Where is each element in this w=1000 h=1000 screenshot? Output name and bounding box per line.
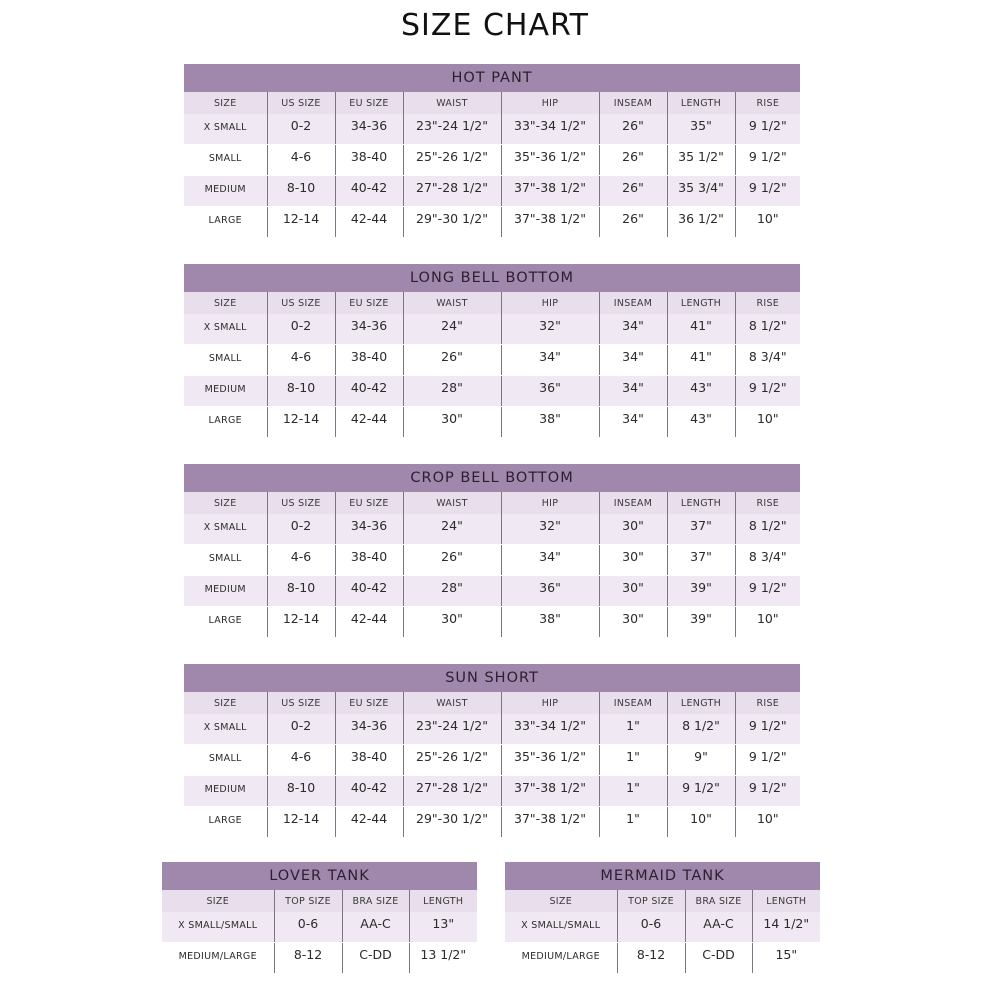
column-header: SIZE [184,92,267,114]
table-row [184,114,800,145]
column-header: US SIZE [267,492,335,514]
table-cell: 34" [622,411,644,426]
table-cell: 34-36 [350,518,388,533]
table-cell: 4-6 [290,549,312,564]
table-cell: SMALL [208,153,242,164]
table-row [184,407,800,438]
header-row [184,92,800,114]
table-cell: 42-44 [350,211,388,226]
table-cell: 26" [622,180,644,195]
table-cell: X SMALL [203,322,247,333]
page-title: SIZE CHART [401,8,589,43]
table-title: MERMAID TANK [505,862,820,890]
table-cell: 37" [690,549,712,564]
table-cell: 4-6 [290,149,312,164]
table-cell: 33"-34 1/2" [514,718,586,733]
table-cell: 37"-38 1/2" [514,211,586,226]
table-cell: 1" [626,718,640,733]
column-header: SIZE [184,492,267,514]
table-cell: 28" [441,380,463,395]
table-cell: 33"-34 1/2" [514,118,586,133]
table-row [184,576,800,607]
table-cell: 0-6 [640,916,662,931]
table-row [162,912,477,943]
table-row [184,714,800,745]
table-cell: 32" [539,318,561,333]
column-header: US SIZE [267,692,335,714]
table-cell: 4-6 [290,749,312,764]
table-row [162,943,477,974]
table-title: LONG BELL BOTTOM [184,264,800,292]
table-cell: 40-42 [350,580,388,595]
table-cell: 34" [622,380,644,395]
table-cell: 23"-24 1/2" [416,718,488,733]
table-cell: 13 1/2" [420,947,467,962]
column-header: SIZE [184,692,267,714]
column-header: INSEAM [599,492,667,514]
table-cell: MEDIUM [204,384,246,395]
table-cell: 29"-30 1/2" [416,811,488,826]
table-cell: 38" [539,611,561,626]
table-title: LOVER TANK [162,862,477,890]
table-cell: X SMALL [203,522,247,533]
table-cell: 37"-38 1/2" [514,811,586,826]
table-cell: 26" [441,549,463,564]
table-cell: 1" [626,780,640,795]
column-header: TOP SIZE [274,890,342,912]
table-cell: 13" [432,916,455,931]
header-row [184,492,800,514]
table-cell: 32" [539,518,561,533]
column-header: WAIST [403,92,501,114]
column-header: EU SIZE [335,92,403,114]
table-cell: 29"-30 1/2" [416,211,488,226]
table-cell: 9 1/2" [682,780,720,795]
table-cell: C-DD [702,947,735,962]
table-cell: AA-C [360,916,391,931]
table-cell: 9 1/2" [748,749,787,764]
table-row [184,607,800,638]
table-cell: 8-10 [286,180,316,195]
header-row [184,292,800,314]
table-cell: MEDIUM/LARGE [178,951,257,962]
table-cell: 26" [622,118,644,133]
table-cell: 12-14 [282,611,320,626]
table-row [184,376,800,407]
column-header: EU SIZE [335,492,403,514]
table-row [184,207,800,238]
column-header: US SIZE [267,92,335,114]
table-cell: 43" [690,411,712,426]
table-row [184,545,800,576]
table-row [505,912,820,943]
column-header: RISE [735,492,800,514]
table-cell: 12-14 [282,211,320,226]
table-cell: 10" [756,411,779,426]
table-cell: 30" [622,580,644,595]
table-cell: 0-2 [290,318,312,333]
table-cell: 34" [622,349,644,364]
table-cell: 9 1/2" [748,718,787,733]
table-cell: 38-40 [350,349,388,364]
table-cell: 10" [690,811,712,826]
table-cell: 0-2 [290,718,312,733]
sun-short-table [184,664,800,838]
table-cell: SMALL [208,353,242,364]
table-cell: 36" [539,580,561,595]
table-cell: 27"-28 1/2" [416,180,488,195]
column-header: RISE [735,292,800,314]
table-cell: 9 1/2" [748,118,787,133]
table-cell: 40-42 [350,380,388,395]
column-header: LENGTH [667,292,735,314]
table-cell: 38-40 [350,549,388,564]
column-header: HIP [501,292,599,314]
table-cell: 0-2 [290,118,312,133]
table-cell: 9 1/2" [748,180,787,195]
table-cell: 8-10 [286,780,316,795]
table-cell: 12-14 [282,811,320,826]
table-cell: 1" [626,749,640,764]
table-title: SUN SHORT [184,664,800,692]
table-cell: 8 3/4" [748,549,787,564]
table-cell: 10" [756,211,779,226]
table-cell: 14 1/2" [763,916,810,931]
table-cell: 34" [539,549,561,564]
table-row [184,745,800,776]
column-header: HIP [501,492,599,514]
table-cell: 39" [690,611,712,626]
table-cell: 40-42 [350,180,388,195]
table-cell: 0-6 [297,916,319,931]
table-title: CROP BELL BOTTOM [184,464,800,492]
table-cell: 26" [622,149,644,164]
table-cell: LARGE [208,415,242,426]
table-cell: 34" [622,318,644,333]
table-cell: 23"-24 1/2" [416,118,488,133]
table-cell: 8 3/4" [748,349,787,364]
table-cell: 36" [539,380,561,395]
table-cell: SMALL [208,553,242,564]
table-row [505,943,820,974]
crop-bell-bottom-table [184,464,800,638]
column-header: LENGTH [752,890,820,912]
table-cell: 42-44 [350,411,388,426]
column-header: WAIST [403,492,501,514]
column-header: BRA SIZE [342,890,409,912]
table-cell: LARGE [208,615,242,626]
table-cell: 10" [756,811,779,826]
table-cell: 28" [441,580,463,595]
table-row [184,514,800,545]
header-row [162,890,477,912]
column-header: LENGTH [409,890,477,912]
table-cell: SMALL [208,753,242,764]
table-row [184,145,800,176]
table-cell: 24" [441,318,463,333]
mermaid-tank-table [505,862,820,974]
table-cell: LARGE [208,815,242,826]
table-cell: 0-2 [290,518,312,533]
table-cell: 41" [690,318,712,333]
table-cell: 26" [622,211,644,226]
table-cell: 30" [441,411,463,426]
column-header: LENGTH [667,492,735,514]
table-cell: 37"-38 1/2" [514,180,586,195]
header-row [505,890,820,912]
table-row [184,776,800,807]
column-header: LENGTH [667,692,735,714]
column-header: WAIST [403,292,501,314]
column-header: INSEAM [599,292,667,314]
column-header: HIP [501,692,599,714]
table-cell: 35 1/2" [678,149,724,164]
table-cell: 9 1/2" [748,149,787,164]
table-cell: 8 1/2" [682,718,720,733]
table-cell: 9 1/2" [748,380,787,395]
table-cell: 34-36 [350,118,388,133]
table-cell: 26" [441,349,463,364]
table-cell: 38-40 [350,749,388,764]
table-cell: 12-14 [282,411,320,426]
table-cell: C-DD [359,947,392,962]
table-cell: 39" [690,580,712,595]
table-cell: 35" [690,118,712,133]
table-cell: 9 1/2" [748,780,787,795]
table-cell: X SMALL/SMALL [178,920,258,931]
table-cell: 8-10 [286,380,316,395]
table-cell: 1" [626,811,640,826]
table-cell: 37"-38 1/2" [514,780,586,795]
table-cell: 30" [622,611,644,626]
table-cell: 35 3/4" [678,180,724,195]
table-cell: X SMALL [203,122,247,133]
table-cell: MEDIUM/LARGE [521,951,600,962]
column-header: BRA SIZE [685,890,752,912]
table-cell: 42-44 [350,611,388,626]
table-cell: X SMALL/SMALL [521,920,601,931]
table-cell: 42-44 [350,811,388,826]
table-cell: 34" [539,349,561,364]
lover-tank-table [162,862,477,974]
table-cell: 10" [756,611,779,626]
table-cell: 30" [622,549,644,564]
column-header: LENGTH [667,92,735,114]
column-header: SIZE [162,890,274,912]
table-row [184,314,800,345]
table-cell: 25"-26 1/2" [416,149,488,164]
table-row [184,345,800,376]
hot-pant-table [184,64,800,238]
table-cell: 25"-26 1/2" [416,749,488,764]
table-cell: MEDIUM [204,784,246,795]
table-cell: 37" [690,518,712,533]
table-cell: AA-C [703,916,734,931]
table-cell: 38-40 [350,149,388,164]
table-cell: 40-42 [350,780,388,795]
column-header: RISE [735,92,800,114]
column-header: WAIST [403,692,501,714]
table-cell: 43" [690,380,712,395]
column-header: RISE [735,692,800,714]
table-cell: LARGE [208,215,242,226]
table-row [184,176,800,207]
table-cell: 24" [441,518,463,533]
table-cell: X SMALL [203,722,247,733]
table-cell: 8 1/2" [748,318,787,333]
column-header: EU SIZE [335,292,403,314]
table-cell: 9 1/2" [748,580,787,595]
table-cell: 41" [690,349,712,364]
table-cell: MEDIUM [204,584,246,595]
table-cell: 35"-36 1/2" [514,749,586,764]
table-cell: 35"-36 1/2" [514,149,586,164]
table-cell: 38" [539,411,561,426]
table-cell: 34-36 [350,318,388,333]
table-cell: 8-12 [293,947,323,962]
table-row [184,807,800,838]
column-header: INSEAM [599,92,667,114]
table-title: HOT PANT [184,64,800,92]
table-cell: 15" [775,947,798,962]
table-cell: 9" [694,749,708,764]
long-bell-bottom-table [184,264,800,438]
table-cell: 8-10 [286,580,316,595]
table-cell: 30" [441,611,463,626]
header-row [184,692,800,714]
table-cell: 34-36 [350,718,388,733]
column-header: SIZE [505,890,617,912]
column-header: HIP [501,92,599,114]
table-cell: MEDIUM [204,184,246,195]
table-cell: 27"-28 1/2" [416,780,488,795]
table-cell: 8-12 [636,947,666,962]
table-cell: 36 1/2" [678,211,724,226]
column-header: US SIZE [267,292,335,314]
table-cell: 4-6 [290,349,312,364]
column-header: INSEAM [599,692,667,714]
column-header: SIZE [184,292,267,314]
column-header: TOP SIZE [617,890,685,912]
table-cell: 30" [622,518,644,533]
table-cell: 8 1/2" [748,518,787,533]
column-header: EU SIZE [335,692,403,714]
